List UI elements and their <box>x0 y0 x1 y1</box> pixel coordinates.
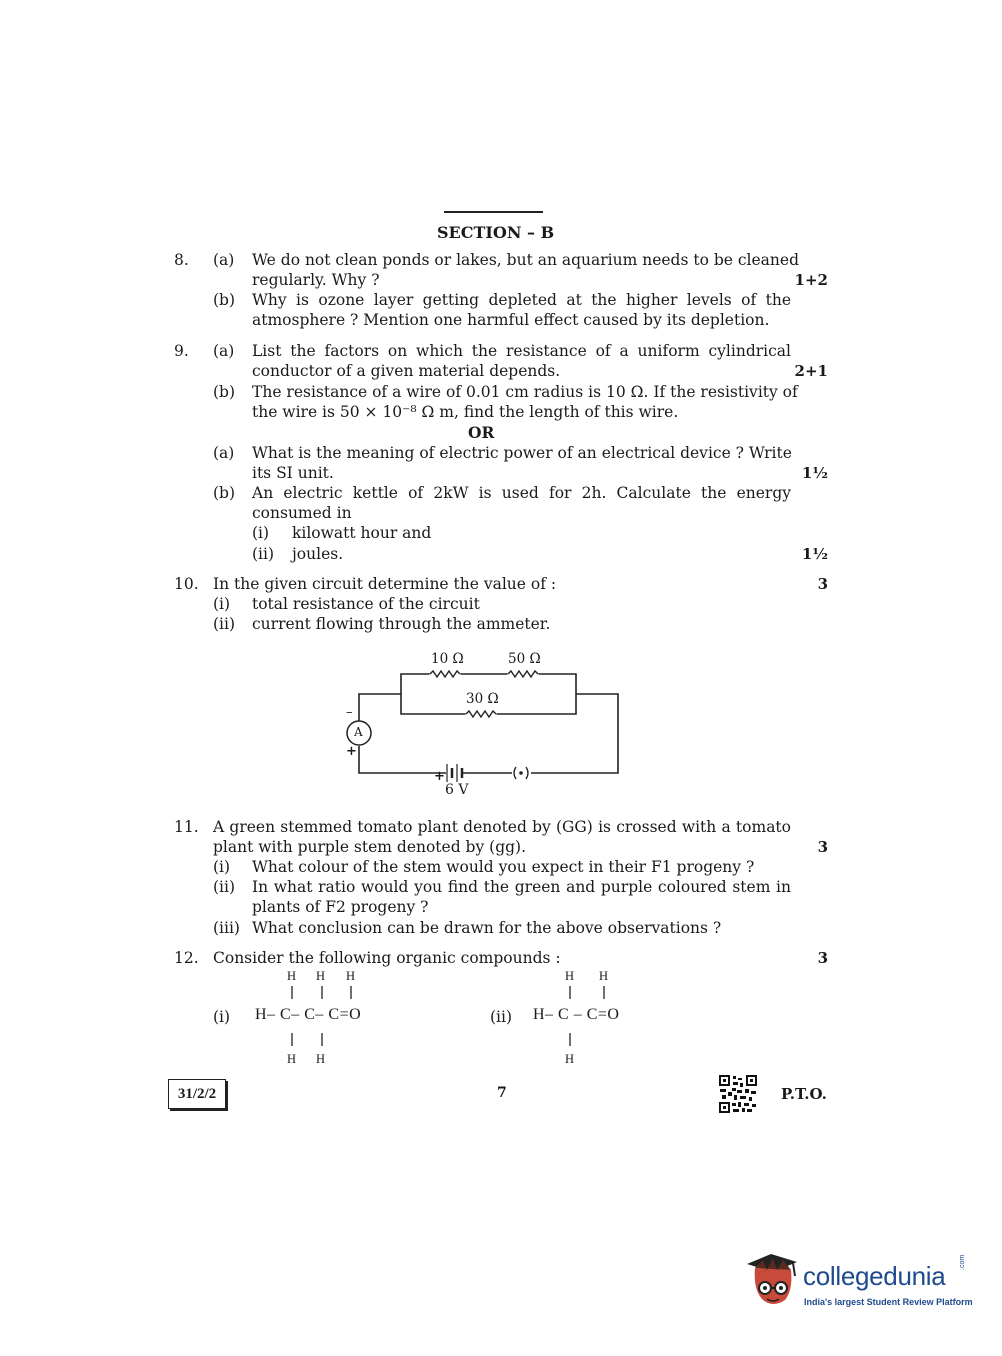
q8b-label: (b) <box>213 291 236 309</box>
q10-marks: 3 <box>817 575 828 593</box>
c2-h-bottom-1: H <box>565 1052 575 1066</box>
c1-formula: H– C– C– C=O <box>255 1006 362 1023</box>
q11-i-label: (i) <box>213 858 231 876</box>
ammeter-plus: + <box>346 744 357 759</box>
collegedunia-dotcom: .com <box>959 1254 966 1270</box>
q9-or: OR <box>468 423 495 442</box>
paper-code: 31/2/2 <box>168 1079 226 1109</box>
ammeter-label: A <box>354 725 363 739</box>
q12-text: Consider the following organic compounds : <box>213 949 561 967</box>
c1-label: (i) <box>213 1008 231 1026</box>
collegedunia-brand: collegedunia <box>803 1261 946 1291</box>
q11-text-line2: plant with purple stem denoted by (gg). <box>213 838 527 856</box>
q10-i-text: total resistance of the circuit <box>252 595 480 613</box>
q8a-text-line1: We do not clean ponds or lakes, but an aquarium needs to be cleaned <box>252 251 800 269</box>
label-r50: 50 Ω <box>508 651 541 667</box>
q9-marks: 2+1 <box>794 362 828 380</box>
q11-iii-label: (iii) <box>213 919 240 937</box>
qr-code-icon <box>719 1075 757 1113</box>
collegedunia-tagline: India's largest Student Review Platform <box>804 1297 973 1307</box>
q11-text-line1: A green stemmed tomato plant denoted by (GG) is crossed with a tomato <box>213 818 791 836</box>
q9a-text-line2: conductor of a given material depends. <box>252 362 561 380</box>
battery-voltage: 6 V <box>445 782 469 798</box>
q11-iii-text: What conclusion can be drawn for the above observations ? <box>252 919 722 937</box>
q11-ii-line2: plants of F2 progeny ? <box>252 898 429 916</box>
q9b-text-line1: The resistance of a wire of 0.01 cm radius is 10 Ω. If the resistivity of <box>252 383 798 401</box>
label-r30: 30 Ω <box>466 691 499 707</box>
c2-h-top-2: H <box>599 969 609 983</box>
c1-h-bottom-2: H <box>316 1052 326 1066</box>
q8-marks: 1+2 <box>794 271 828 289</box>
q8b-text-line1: Why is ozone layer getting depleted at the higher levels of the <box>252 291 791 309</box>
q9-number: 9. <box>174 342 189 360</box>
ammeter-minus: – <box>346 705 353 720</box>
q11-ii-label: (ii) <box>213 878 236 896</box>
c2-label: (ii) <box>490 1008 513 1026</box>
q12-number: 12. <box>174 949 199 967</box>
q9a-label: (a) <box>213 342 235 360</box>
q9-alt-b-ii-label: (ii) <box>252 545 275 563</box>
q10-i-label: (i) <box>213 595 231 613</box>
section-title: SECTION – B <box>437 223 555 242</box>
c1-h-top-3: H <box>346 969 356 983</box>
q8b-text-line2: atmosphere ? Mention one harmful effect caused by its depletion. <box>252 311 770 329</box>
q9-alt-b-label: (b) <box>213 484 236 502</box>
q9b-label: (b) <box>213 383 236 401</box>
page-number: 7 <box>497 1085 507 1101</box>
q8a-text-line2: regularly. Why ? <box>252 271 380 289</box>
q10-text: In the given circuit determine the value of : <box>213 575 557 593</box>
q11-number: 11. <box>174 818 199 836</box>
q9-alt-b-i-text: kilowatt hour and <box>292 524 432 542</box>
c2-formula: H– C – C=O <box>533 1006 620 1023</box>
q9b-text-line2: the wire is 50 × 10⁻⁸ Ω m, find the length of this wire. <box>252 403 679 421</box>
q9a-text-line1: List the factors on which the resistance of a uniform cylindrical <box>252 342 791 360</box>
q11-ii-line1: In what ratio would you find the green and purple coloured stem in <box>252 878 791 896</box>
q10-ii-label: (ii) <box>213 615 236 633</box>
q9-alt-b-ii-text: joules. <box>292 545 344 563</box>
q10-number: 10. <box>174 575 199 593</box>
battery-plus: + <box>434 769 445 784</box>
pto: P.T.O. <box>781 1085 827 1103</box>
q9-alt-a-label: (a) <box>213 444 235 462</box>
q11-i-text: What colour of the stem would you expect in their F1 progeny ? <box>252 858 755 876</box>
q9-alt-a-line2: its SI unit. <box>252 464 334 482</box>
q8-number: 8. <box>174 251 189 269</box>
c2-h-top-1: H <box>565 969 575 983</box>
q9-alt-b-marks: 1½ <box>801 545 828 563</box>
q12-marks: 3 <box>817 949 828 967</box>
c1-h-top-2: H <box>316 969 326 983</box>
label-r10: 10 Ω <box>431 651 464 667</box>
c1-h-bottom-1: H <box>287 1052 297 1066</box>
q9-alt-b-i-label: (i) <box>252 524 270 542</box>
q11-marks: 3 <box>817 838 828 856</box>
q9-alt-b-line1: An electric kettle of 2kW is used for 2h. Calculate the energy <box>252 484 791 502</box>
q9-alt-a-line1: What is the meaning of electric power of an electrical device ? Write <box>252 444 792 462</box>
c1-h-top-1: H <box>287 969 297 983</box>
q8a-label: (a) <box>213 251 235 269</box>
collegedunia-logo-icon <box>743 1250 803 1312</box>
q9-alt-a-marks: 1½ <box>801 464 828 482</box>
q10-ii-text: current flowing through the ammeter. <box>252 615 551 633</box>
q9-alt-b-line2: consumed in <box>252 504 352 522</box>
